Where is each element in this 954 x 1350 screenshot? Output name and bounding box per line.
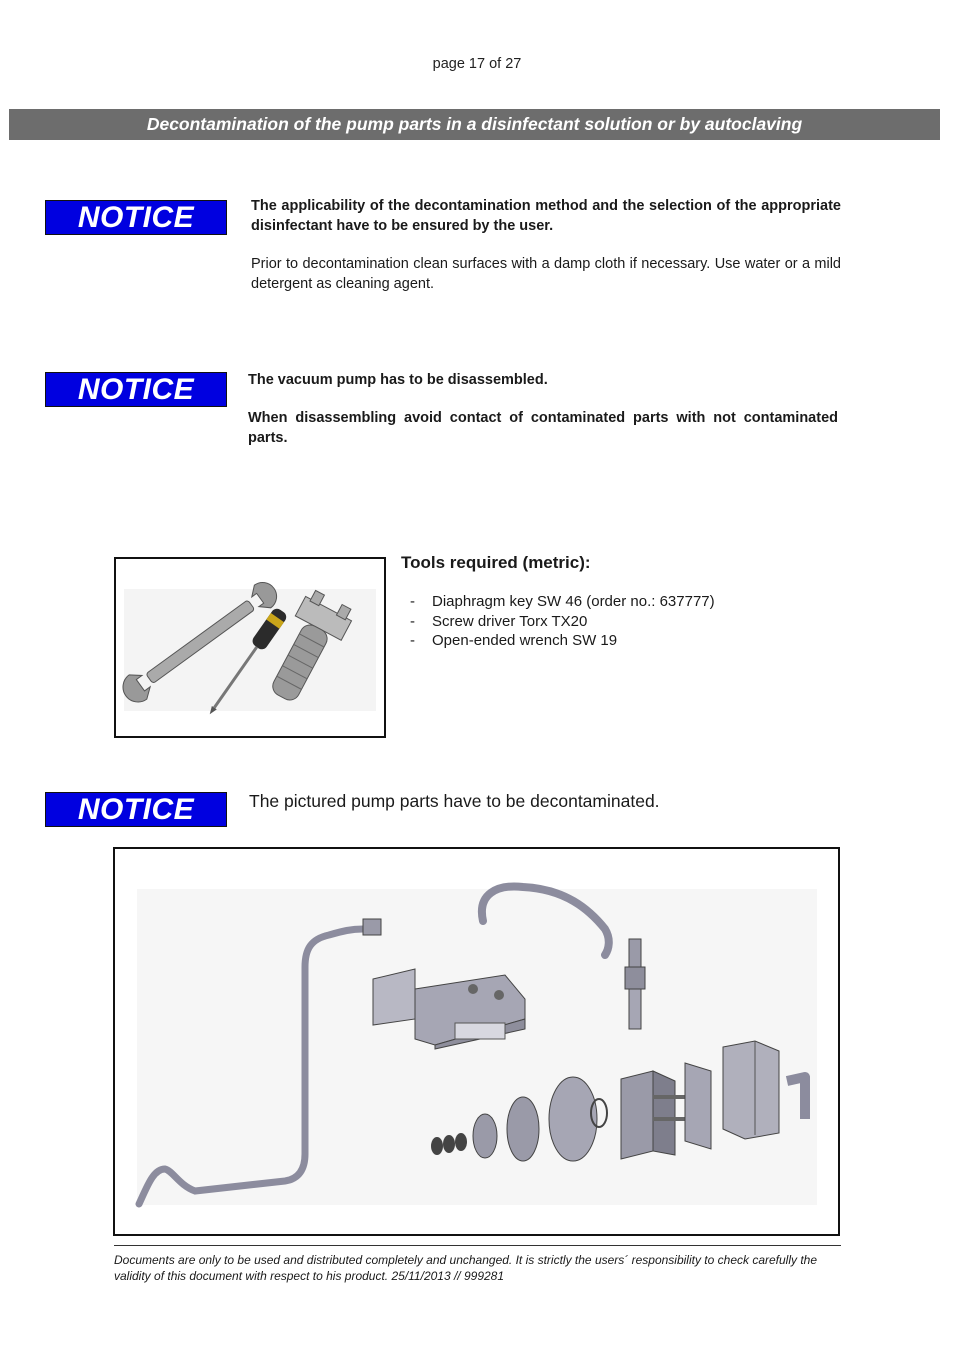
footer-disclaimer: Documents are only to be used and distributed completely and unchanged. It is strictly the users´ responsibility to check carefully the validity of this document with respect to his product. 25/11/2013 // 999281 [114,1253,818,1283]
notice-3-text: The pictured pump parts have to be decontaminated. [249,791,660,811]
notice-2-line-1: The vacuum pump has to be disassembled. [248,372,548,388]
pump-parts-image [113,847,840,1236]
tools-image [114,557,386,738]
bracket-icon [723,1041,779,1139]
page-number: page 17 of 27 [432,56,522,72]
notice-1-text: Prior to decontamination clean surfaces with a damp cloth if necessary. Use water or a mild detergent as cleaning agent. [251,256,841,292]
tool-item-3: - Open-ended wrench SW 19 [410,632,618,649]
notice-badge-3: NOTICE [45,792,227,827]
notice-2-line-2: When disassembling avoid contact of contaminated parts with not contaminated parts. [248,410,838,446]
tools-illustration [116,559,384,736]
tools-title: Tools required (metric): [401,553,591,572]
tools-list [410,593,715,652]
notice-badge-2: NOTICE [45,372,227,407]
valve-block-icon [621,1063,711,1159]
tool-item-1: - Diaphragm key SW 46 (order no.: 637777) [410,593,715,610]
footer-divider [114,1245,841,1246]
tool-item-2: - Screw driver Torx TX20 [410,612,588,630]
notice-badge-1: NOTICE [45,200,227,235]
section-title: Decontamination of the pump parts in a disinfectant solution or by autoclaving [9,109,940,140]
notice-1-bold-text: The applicability of the decontamination method and the selection of the appropriate disinfectant have to be ensured by the user. [251,198,841,234]
pump-parts-illustration [115,849,838,1234]
